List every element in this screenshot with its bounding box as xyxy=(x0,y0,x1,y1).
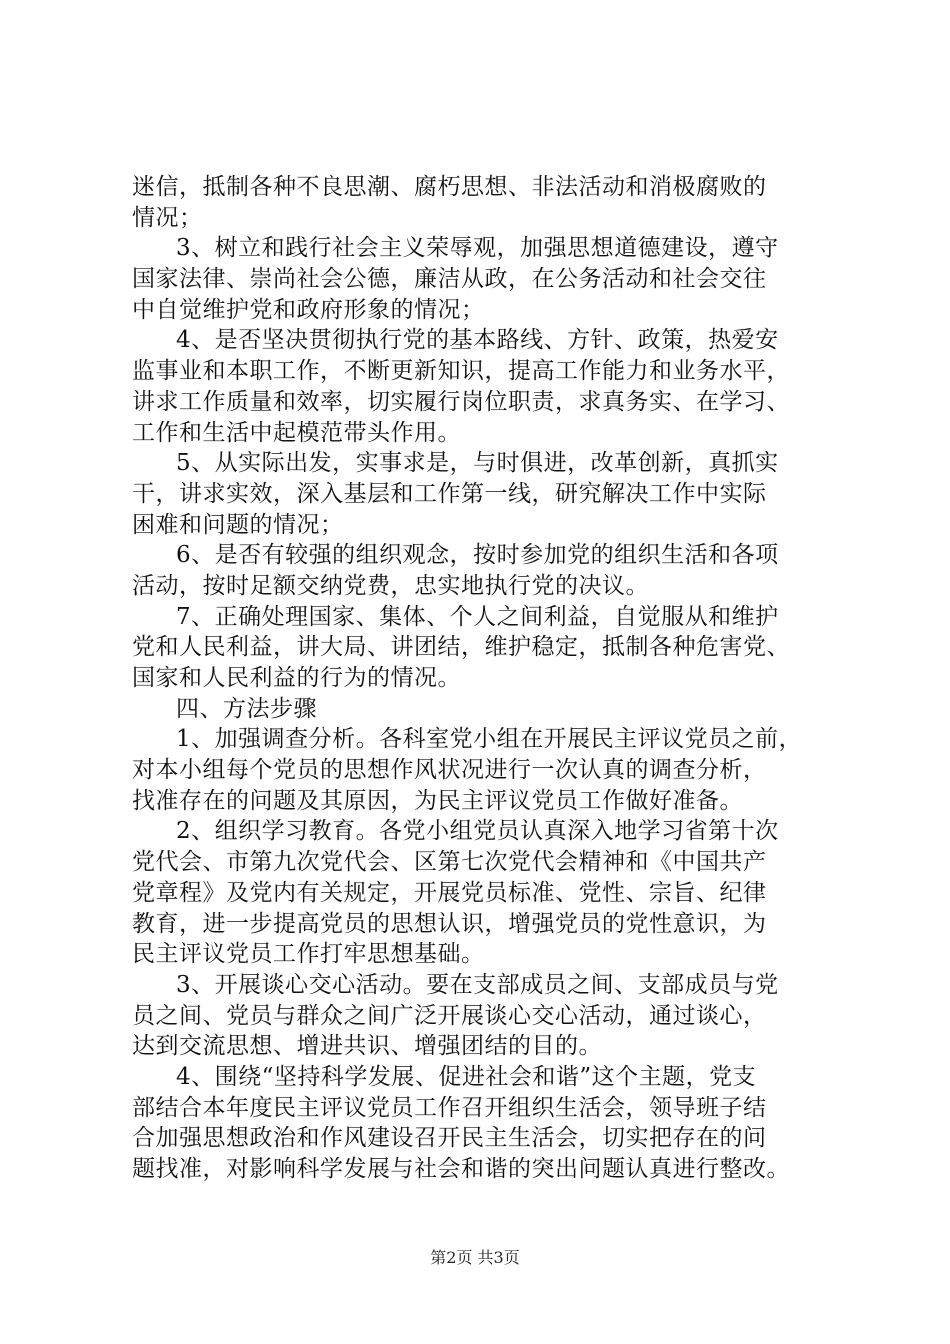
text-line: 民主评议党员工作打牢思想基础。 xyxy=(132,941,485,968)
text-line: 找准存在的问题及其原因，为民主评议党员工作做好准备。 xyxy=(132,787,743,814)
text-line: 党代会、市第九次党代会、区第七次党代会精神和《中国共产 xyxy=(132,849,767,876)
text-line: 员之间、党员与群众之间广泛开展谈心交心活动，通过谈心， xyxy=(132,1002,767,1029)
text-line: 监事业和本职工作，不断更新知识，提高工作能力和业务水平， xyxy=(132,358,790,385)
text-line: 1、加强调查分析。各科室党小组在开展民主评议党员之前， xyxy=(176,726,803,753)
text-line: 工作和生活中起模范带头作用。 xyxy=(132,419,461,446)
page-footer: 第2页 共3页 xyxy=(430,1248,520,1267)
text-line: 四、方法步骤 xyxy=(176,695,317,722)
text-line: 国家和人民利益的行为的情况。 xyxy=(132,665,461,691)
text-line: 情况； xyxy=(132,204,203,231)
text-line: 党和人民利益，讲大局、讲团结，维护稳定，抵制各种危害党、 xyxy=(132,634,790,661)
text-line: 题找准，对影响科学发展与社会和谐的突出问题认真进行整改。 xyxy=(132,1156,790,1182)
text-line: 讲求工作质量和效率，切实履行岗位职责，求真务实、在学习、 xyxy=(132,388,790,415)
text-line: 国家法律、崇尚社会公德，廉洁从政，在公务活动和社会交往 xyxy=(132,266,767,293)
text-line: 党章程》及党内有关规定，开展党员标准、党性、宗旨、纪律 xyxy=(132,879,767,906)
text-line: 部结合本年度民主评议党员工作召开组织生活会，领导班子结 xyxy=(132,1094,767,1121)
text-line: 4、围绕“坚持科学发展、促进社会和谐”这个主题，党支 xyxy=(176,1063,757,1090)
text-line: 达到交流思想、增进共识、增强团结的目的。 xyxy=(132,1033,602,1060)
document-body xyxy=(132,172,836,1185)
text-line: 2、组织学习教育。各党小组党员认真深入地学习省第十次 xyxy=(176,818,779,845)
text-line: 困难和问题的情况； xyxy=(132,511,344,538)
text-line: 干，讲求实效，深入基层和工作第一线，研究解决工作中实际 xyxy=(132,480,767,507)
text-line: 5、从实际出发，实事求是，与时俱进，改革创新，真抓实 xyxy=(176,450,779,477)
text-line: 迷信，抵制各种不良思潮、腐朽思想、非法活动和消极腐败的 xyxy=(132,174,767,200)
text-line: 中自觉维护党和政府形象的情况； xyxy=(132,296,485,323)
text-line: 3、树立和践行社会主义荣辱观，加强思想道德建设，遵守 xyxy=(176,235,779,262)
text-line: 活动，按时足额交纳党费，忠实地执行党的决议。 xyxy=(132,572,649,599)
text-line: 教育，进一步提高党员的思想认识，增强党员的党性意识，为 xyxy=(132,910,767,937)
text-line: 对本小组每个党员的思想作风状况进行一次认真的调查分析， xyxy=(132,757,767,784)
text-line: 合加强思想政治和作风建设召开民主生活会，切实把存在的问 xyxy=(132,1125,767,1152)
text-line: 6、是否有较强的组织观念，按时参加党的组织生活和各项 xyxy=(176,542,779,569)
text-line: 4、是否坚决贯彻执行党的基本路线、方针、政策，热爱安 xyxy=(176,327,779,354)
text-line: 7、正确处理国家、集体、个人之间利益，自觉服从和维护 xyxy=(176,603,779,630)
text-line: 3、开展谈心交心活动。要在支部成员之间、支部成员与党 xyxy=(176,971,779,998)
